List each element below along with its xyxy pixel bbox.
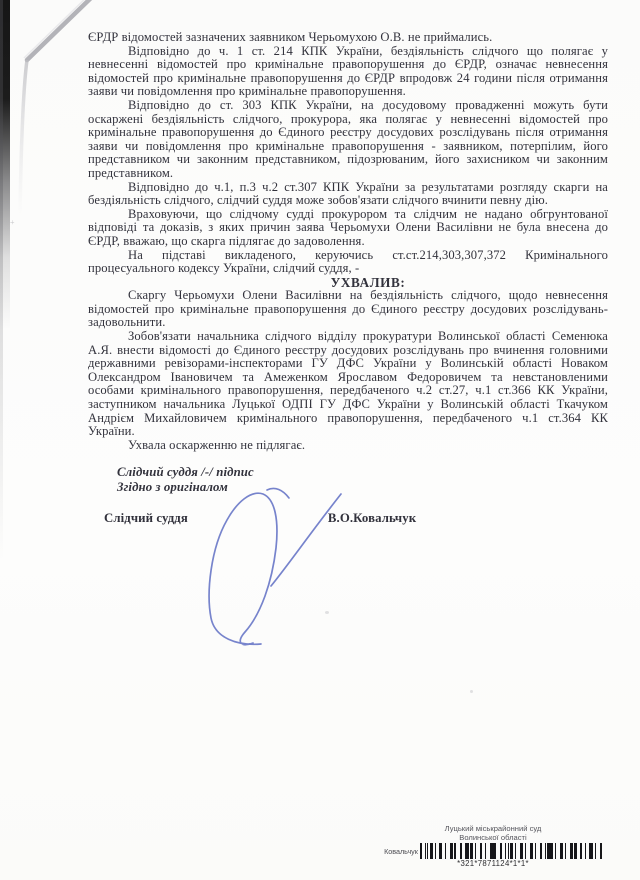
scan-speck <box>470 690 473 693</box>
paragraph: Враховуючи, що слідчому судді прокурором та слідчим не надано обгрунтованої відповіді та доказів, з яких причин заява Черьомухи Олени Василівни не була внесена до ЄРДР, вважаю, що скарга підлягає до задоволення. <box>88 206 608 248</box>
ruling-paragraphs <box>88 289 608 452</box>
certification-line-original: Згідно з оригіналом <box>117 480 228 495</box>
paragraph: Відповідно до ч.1, п.3 ч.2 ст.307 КПК України за результатами розгляду скарги на бездіяльність слідчого, слідчий суддя може зобов'язати слідчого вчинити певну дію. <box>88 179 608 208</box>
paragraph: ЄРДР відомостей зазначених заявником Черьомухою О.В. не приймались. <box>88 30 493 44</box>
barcode-image <box>420 843 602 859</box>
handwritten-signature <box>193 486 353 656</box>
court-stamp-block <box>378 825 608 868</box>
barcode-row <box>378 843 608 859</box>
document-body <box>88 31 608 526</box>
clerk-name: Ковальчук <box>384 846 418 856</box>
paragraph: Відповідно до ст. 303 КПК України, на досудовому провадженні можуть бути оскаржені бездіяльність слідчого, прокурора, яка полягає у невнесенні відомостей про кримінальне правопорушення до Єдиного реєстру досудових розслідувань після отримання заяви чи повідомлення про кримінальне правопорушення - заявником, потерпілим, його представником чи законним представником, підозрюваним, його захисником чи законним представником. <box>88 97 608 180</box>
paragraph: На підставі викладеного, керуючись ст.ст.214,303,307,372 Кримінального процесуального кодексу України, слідчий суддя, - <box>88 247 608 276</box>
scan-speck: + <box>10 218 15 227</box>
paragraph: Зобов'язати начальника слідчого відділу прокуратури Волинської області Семенюка А.Я. внести відомості до Єдиного реєстру досудових розслідувань про вчинення головними державними ревізорами-інспекторами ГУ ДФС України у Волинській області Новаком Олександром Івановичем та Амеженком Ярославом Федоровичем та невстановленими особами кримінального правопорушення, передбаченого ч.2 ст.27, ч.1 ст.366 КК України, заступником начальника Луцької ОДПІ ГУ ДФС України у Волинській області Ткачуком Андрієм Михайловичем кримінального правопорушення, передбаченого ч.1 ст.364 КК України. <box>88 329 608 439</box>
certification-line-signature: Слідчий суддя /-/ підпис <box>117 465 254 480</box>
court-name-line1: Луцький міськрайонний суд <box>444 824 542 833</box>
judge-name: В.О.Ковальчук <box>327 511 417 526</box>
judge-role-label: Слідчий суддя <box>104 511 188 526</box>
body-paragraphs <box>88 31 608 276</box>
paragraph: Скаргу Черьомухи Олени Василівни на бездіяльність слідчого, щодо невнесення відомостей про кримінальне правопорушення до Єдиного реєстру досудових розслідувань- задовольнити. <box>88 288 608 330</box>
ruling-heading: УХВАЛИВ: <box>330 274 406 290</box>
paragraph: Ухвала оскарженню не підлягає. <box>128 437 306 452</box>
barcode-number: *321*7871124*1*1* <box>457 859 529 869</box>
certification-block <box>117 465 608 495</box>
paragraph: Відповідно до ч. 1 ст. 214 КПК України, бездіяльність слідчого що полягає у невнесенні відомостей про кримінальне правопорушення до ЄРДР, означає невнесення відомостей про кримінальне правопорушення до ЄРДР впродовж 24 години після отримання заяви чи повідомлення про кримінальне правопорушення. <box>88 43 608 99</box>
court-name-line2: Волинської області <box>459 832 527 842</box>
